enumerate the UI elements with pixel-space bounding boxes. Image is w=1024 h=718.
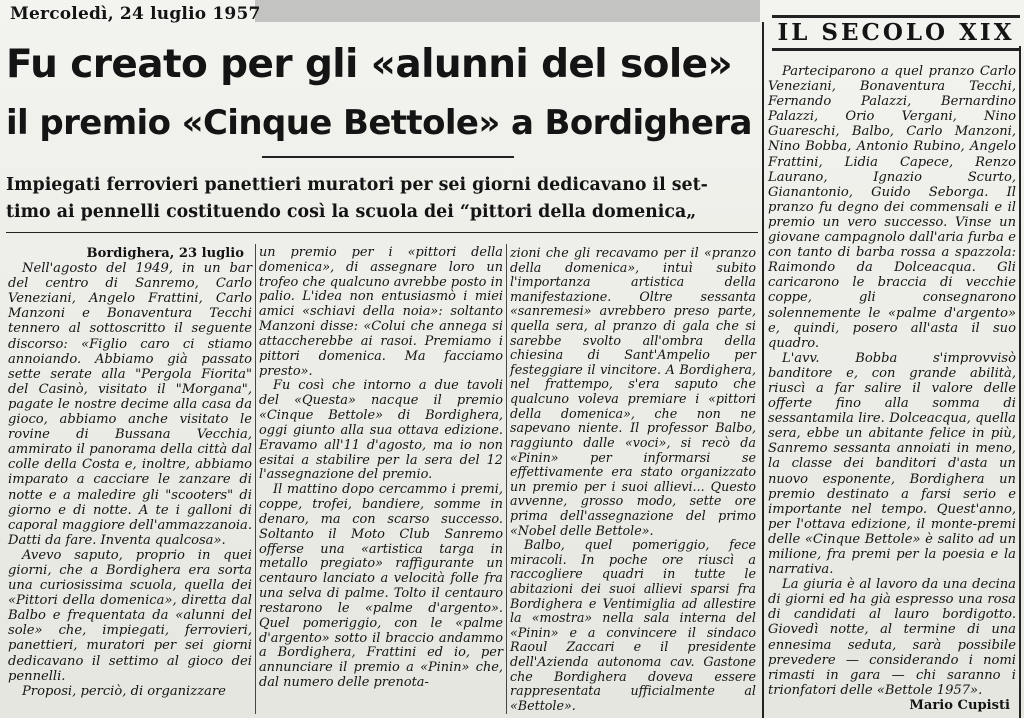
paragraph: Nell'agosto del 1949, in un bar del centro di Sanremo, Carlo Veneziani, Angelo Frattini, Carlo Manzoni e Bonaventura Tecchi tennero al sottoscritto il seguente discorso: «Figlio caro ci stiamo annoiando. Abbiamo già passato sette serate alla "Pergola Fiorita" del Casinò, visitato il "Morgana", pagate le nostre decime alla casa da gioco, abbiamo anche visitato le rovine di Bussana Vecchia, ammirato il panorama della città dal colle della Costa e, inoltre, abbiamo imparato a cacciare le zanzare di notte e a maledire gli "scooters" di giorno e di notte. A te i galloni di caporal maggiore dell'ammazzanoia. Datti da fare. Inventa qualcosa».	[8, 261, 252, 548]
paragraph: La giuria è al lavoro da una decina di giorni ed ha già espresso una rosa di candidati al lauro bordigotto. Giovedì notte, al termine di una ennesima seduta, sarà possibile prevedere — considerando i nomi rimasti in gara — chi saranno i trionfatori delle «Bettole 1957».	[768, 577, 1016, 698]
column-separator-1	[255, 244, 256, 714]
article-column-2	[259, 246, 503, 691]
article-column-1	[8, 246, 252, 699]
paragraph: L'avv. Bobba s'improvvisò banditore e, con grande abilità, riuscì a far salire il valore delle offerte fino alla somma di sessantamila lire. Dolceacqua, quella sera, ebbe un abitante felice in più, Sanremo sessanta annoiati in meno, la classe dei banditori d'asta un nuovo esponente, Bordighera un premio destinato a farsi serio e importante nel tempo. Quest'anno, per l'ottava edizione, il monte-premi delle «Cinque Bettole» è salito ad un milione, fra premi per la poesia e la narrativa.	[768, 350, 1016, 578]
headline-line-1: Fu creato per gli «alunni del sole»	[6, 42, 733, 87]
dateline: Mercoledì, 24 luglio 1957	[10, 4, 261, 24]
subhead-line-1: Impiegati ferrovieri panettieri muratori per sei giorni dedicavano il set-	[6, 175, 708, 195]
right-border-rule	[1019, 46, 1021, 718]
paragraph: zioni che gli recavamo per il «pranzo della domenica», intuì subito l'importanza artistica della manifestazione. Oltre sessanta «sanremesi» avrebbero preso parte, quella sera, al pranzo di gala che si sarebbe svolto all'ombra della chiesina di Sant'Ampelio per festeggiare il vincitore. A Bordighera, nel frattempo, s'era saputo che qualcuno voleva premiare i «pittori della domenica», che non ne sapevano niente. Il professor Balbo, raggiunto dalle «voci», si recò da «Pinin» per informarsi se effettivamente era stato organizzato un premio per i suoi allievi... Questo avvenne, grosso modo, sette ore prima dell'assegnazione del primo «Nobel delle Bettole».	[510, 245, 756, 538]
torn-header-strip	[255, 0, 760, 22]
headline-line-2: il premio «Cinque Bettole» a Bordighera	[6, 103, 752, 143]
paragraph: Fu così che intorno a due tavoli del «Questa» nacque il premio «Cinque Bettole» di Bordighera, oggi giunto alla sua ottava edizione. Eravamo all'11 d'agosto, ma io non esitai a stabilire per la sera del 12 l'assegnazione del premio.	[259, 378, 503, 483]
column-rule-main	[762, 22, 764, 718]
article-dateline: Bordighera, 23 luglio	[86, 246, 244, 261]
article-column-3	[510, 246, 756, 714]
subhead-divider	[6, 232, 758, 233]
article-column-4	[768, 64, 1016, 713]
paragraph: Avevo saputo, proprio in quei giorni, che a Bordighera era sorta una curiosissima scuola, quella dei «Pittori della domenica», diretta dal Balbo e frequentata da «alunni del sole» che, impiegati, ferrovieri, panettieri, muratori per sei giorni dedicavano il settimo al gioco dei pennelli.	[8, 547, 252, 684]
paragraph: Balbo, quel pomeriggio, fece miracoli. In poche ore riuscì a raccogliere quadri in tutte le abitazioni dei suoi allievi sparsi fra Bordighera e Ventimiglia ad allestire la «mostra» nella sala interna del «Pinin» e a convincere il sindaco Raoul Zaccari e il presidente dell'Azienda autonoma cav. Gastone che Bordighera doveva essere rappresentata ufficialmente al «Bettole».	[510, 537, 756, 713]
column-separator-2	[506, 244, 507, 714]
paragraph: un premio per i «pittori della domenica», di assegnare loro un trofeo che qualcuno avrebbe posto in palio. L'idea non entusiasmò i miei amici «schiavi della noia»: soltanto Manzoni disse: «Colui che annega si attaccherebbe ai rasoi. Premiamo i pittori domenica. Ma facciamo presto».	[259, 245, 503, 379]
paragraph: Proposi, perciò, di organizzare	[22, 683, 226, 699]
paragraph: Il mattino dopo cercammo i premi, coppe, trofei, bandiere, somme in denaro, ma con scarso successo. Soltanto il Moto Club Sanremo offerse una «artistica targa in metallo pregiato» raffigurante un centauro lanciato a velocità folle fra una selva di palme. Tolto il centauro restarono le «palme d'argento». Quel pomeriggio, con le «palme d'argento» sotto il braccio andammo a Bordighera, Frattini ed io, per annunciare il premio a «Pinin» che, dal numero delle prenota-	[259, 482, 503, 691]
paragraph: Parteciparono a quel pranzo Carlo Veneziani, Bonaventura Tecchi, Fernando Palazzi, Bernardino Palazzi, Orio Vergani, Nino Guareschi, Balbo, Carlo Manzoni, Nino Bobba, Antonio Rubino, Angelo Frattini, Lidia Capece, Renzo Laurano, Ignazio Scurto, Gianantonio, Guido Seborga. Il pranzo fu degno dei commensali e il premio un vero successo. Vinse un giovane campagnolo dall'aria furba e con tanto di barba rossa a spazzola: Raimondo da Dolceacqua. Gli caricarono le braccia di vecchie coppe, gli consegnarono solennemente le «palme d'argento» e, quindi, posero all'asta il suo quadro.	[768, 64, 1016, 351]
subhead-line-2: timo ai pennelli costituendo così la scuola dei “pittori della domenica„	[6, 202, 697, 222]
masthead: IL SECOLO XIX	[772, 15, 1020, 51]
headline-underline	[262, 156, 514, 158]
author-signature: Mario Cupisti	[909, 697, 1010, 713]
